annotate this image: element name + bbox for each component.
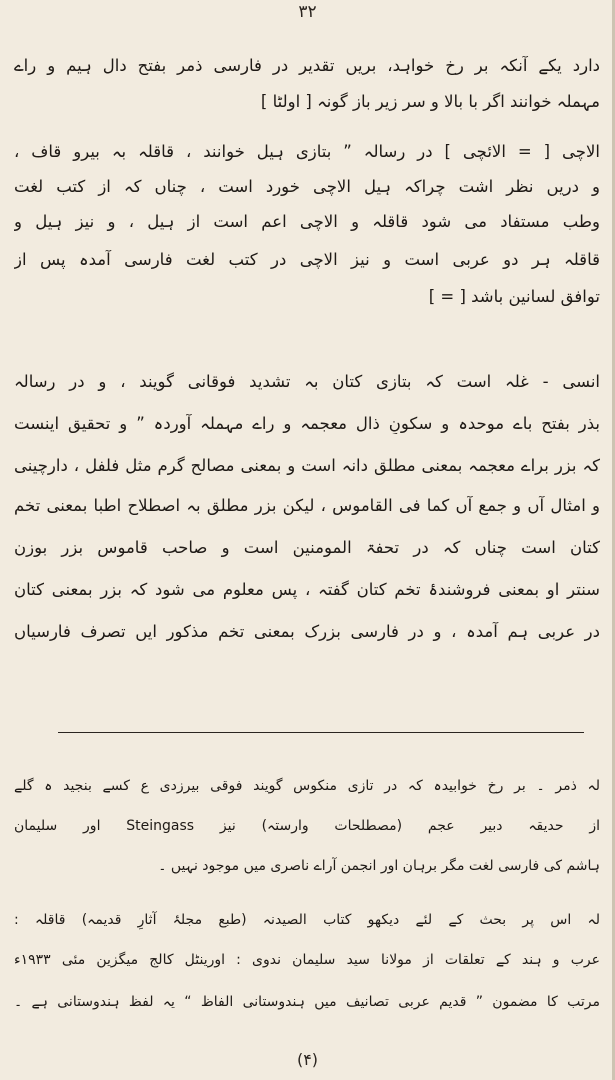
footnote-line: عرب و ہند کے تعلقات از مولانا سید سلیمان ندوی : اورینٹل کالج میگزین مئی ۱۹۳۳ء [14,952,600,968]
footnote-line: لہ اس پر بحث کے لئے دیکھو کتاب الصیدنہ (طبع مجلۂ آثارِ قدیمہ) قاقلہ : [14,912,600,928]
text-line: انسی - غلہ است کہ بتازی کتان بہ تشدید فوقانی گویند ، و در رسالہ [14,372,600,391]
text-line: قاقلہ ہر دو عربی است و نیز الاچی در کتب لغت فارسی آمدہ پس از [14,250,600,269]
text-line: بذر بفتح باے موحدہ و سکونِ ذال معجمہ و راے مہملہ آوردہ ” و تحقیق اینست [14,414,600,433]
text-line: در عربی ہم آمدہ ، و در فارسی بزرک بمعنی تخم مذکور ایں تصرف فارسیاں [14,622,600,641]
text-line: کتان است چناں کہ در تحفۃ المومنین است و صاحب قاموس بزر بوزن [14,538,600,557]
text-line: سنتر او بمعنی فروشندۂ تخم کتان گفتہ ، پس معلوم می شود کہ بزر بمعنی کتان [14,580,600,599]
text-line: کہ بزر براے معجمہ بمعنی مطلق دانہ است و بمعنی مصالح گرم مثل فلفل ، دارچینی [14,456,600,475]
text-line: وطب مستفاد می شود قاقلہ و الاچی اعم است از ہیل ، و نیز ہیل و [14,212,600,231]
footnote-line: مرتب کا مضمون ” قدیم عربی تصانیف میں ہندوستانی الفاظ “ یہ لفظ ہندوستانی ہے ۔ [14,994,600,1010]
text-line: دارد یکے آنکہ بر رخ خواہد، بریں تقدیر در فارسی ذمر بفتح دال ہیم و راے [14,56,600,75]
text-line: و دریں نظر اشت چراکہ ہیل الاچی خورد است ، چناں کہ از کتب لغت [14,177,600,196]
footnote-line: لہ ذمر ۔ بر رخ خوابیدہ کہ در تازی منکوس گویند فوقی بیرزدی ع کسے بنجید ہ گلے [14,778,600,794]
text-line: و امثال آں و جمع آں کما فی القاموس ، لیکن بزر مطلق بہ اصطلاح اطبا بمعنی تخم [14,496,600,515]
text-line: توافق لسانین باشد [ = ] [428,287,600,306]
footnote-line: ہاشم کی فارسی لغت مگر برہان اور انجمن آراے ناصری میں موجود نہیں ۔ [158,858,600,874]
footnote-separator [58,732,584,733]
footnote-line: از حدیقہ دبیر عجم (مصطلحات وارستہ) نیز Steingass اور سلیمان [14,818,600,834]
text-line: الاچی [ = الائچی ] در رسالہ ” بتازی ہیل خوانند ، قاقلہ بہ بیرو قاف ، [14,142,600,161]
page-number-bottom: (۴) [296,1050,319,1069]
text-line: مہملہ خوانند اگر با بالا و سر زیر باز گونہ [ اولٹا ] [260,92,600,111]
page-number-top: ۳۲ [298,2,317,22]
